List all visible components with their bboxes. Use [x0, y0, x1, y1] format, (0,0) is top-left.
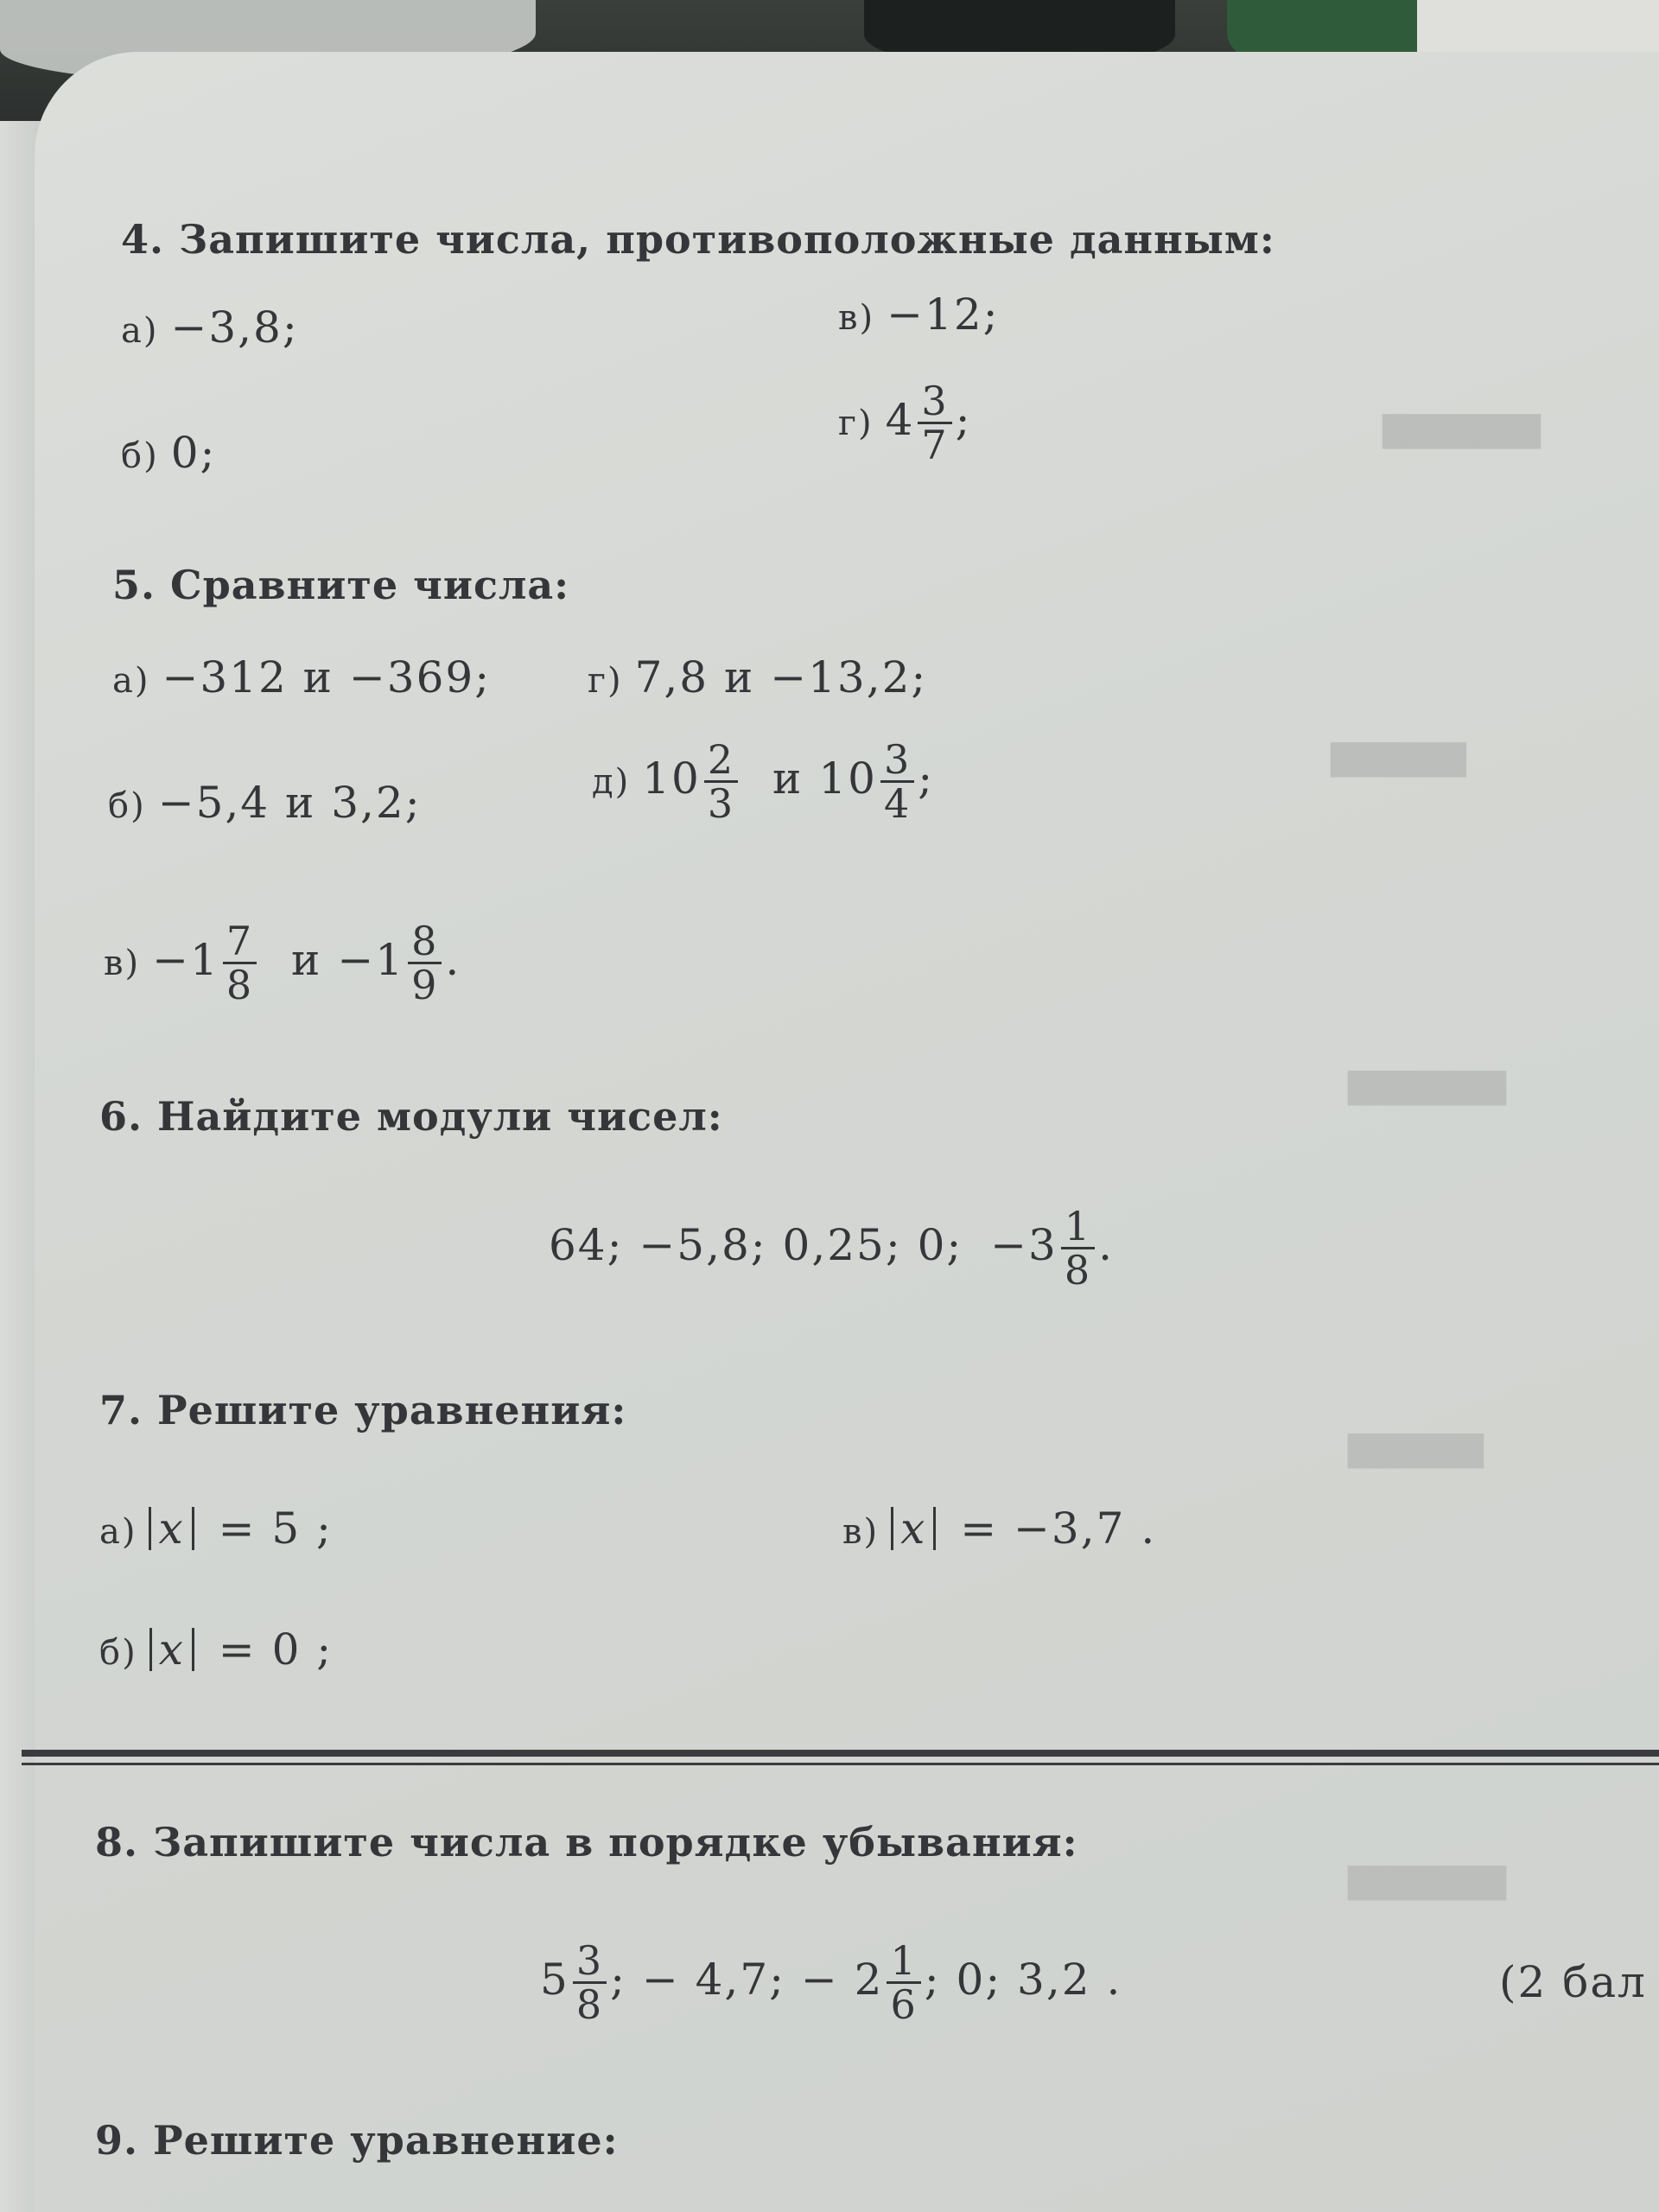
bleed-through: ███████ — [1382, 415, 1541, 449]
item-label: б) — [108, 786, 146, 826]
bleed-through: ██████ — [1331, 743, 1466, 778]
item-label: а) — [121, 311, 159, 351]
item-tail: . — [1098, 1219, 1115, 1270]
equation-rhs: = 5 ; — [218, 1503, 333, 1554]
fraction-numerator: 2 — [704, 739, 738, 783]
task-8-points: (2 бал — [1499, 1957, 1647, 2007]
fraction-denominator: 7 — [921, 422, 949, 469]
mixed-whole: 4 — [885, 394, 915, 445]
fraction-numerator: 3 — [880, 739, 914, 783]
mixed-whole: 5 — [540, 1954, 569, 2005]
task-8-numbers — [540, 1937, 1122, 2029]
item-tail: ; — [918, 753, 935, 804]
fraction-numerator: 8 — [408, 920, 442, 964]
item-label: г) — [588, 661, 623, 701]
task-7-a — [99, 1503, 333, 1554]
item-label: в) — [104, 943, 141, 983]
item-value: 7,8 и −13,2; — [634, 652, 928, 702]
conjunction: и — [291, 934, 322, 985]
task-5-b — [108, 778, 422, 828]
task-5-v — [104, 920, 461, 1007]
bleed-through: ███████ — [1348, 1071, 1507, 1106]
fraction-denominator: 6 — [890, 1981, 918, 2029]
item-value: 0; — [170, 428, 217, 478]
equation-rhs: = 0 ; — [218, 1624, 334, 1675]
task-4-heading: 4. Запишите числа, противоположные данным: — [121, 216, 1275, 263]
fraction-denominator: 8 — [226, 962, 254, 1009]
fraction — [704, 736, 738, 828]
fraction — [1061, 1205, 1095, 1292]
item-label: б) — [121, 436, 159, 476]
absolute-value: x — [149, 1507, 194, 1550]
fraction-numerator: 3 — [573, 1940, 607, 1984]
absolute-value: x — [891, 1507, 936, 1550]
item-label: в) — [838, 298, 875, 338]
fraction-numerator: 1 — [1061, 1205, 1095, 1249]
fraction — [408, 920, 442, 1007]
item-label: а) — [99, 1512, 137, 1552]
task-5-d — [592, 736, 935, 828]
item-value: −12; — [887, 289, 1000, 340]
equation-rhs: = −3,7 . — [960, 1503, 1157, 1554]
fraction-numerator: 7 — [223, 920, 257, 964]
item-label: д) — [592, 761, 631, 802]
fraction-numerator: 1 — [887, 1940, 920, 1984]
task-5-g — [588, 652, 927, 702]
bleed-through: ██████ — [1348, 1434, 1484, 1469]
mixed-whole: −3 — [990, 1219, 1058, 1270]
mixed-whole: −1 — [337, 934, 405, 985]
fraction-denominator: 3 — [707, 780, 735, 828]
item-value: −5,4 и 3,2; — [157, 778, 422, 828]
fraction — [880, 736, 914, 828]
task-4-v — [838, 289, 1000, 340]
task-6-numbers — [549, 1205, 1114, 1292]
task-5-a — [112, 652, 491, 702]
task-4-a — [121, 302, 299, 353]
section-divider — [22, 1750, 1659, 1757]
item-tail: ; — [955, 394, 972, 445]
item-tail: . — [445, 934, 461, 985]
number-list: 64; −5,8; 0,25; 0; — [549, 1219, 963, 1270]
task-7-b — [99, 1624, 333, 1675]
fraction-numerator: 3 — [918, 380, 951, 424]
fraction-denominator: 9 — [411, 962, 439, 1009]
mixed-whole: −1 — [152, 934, 219, 985]
task-8-heading: 8. Запишите числа в порядке убывания: — [95, 1819, 1078, 1866]
task-4-b — [121, 428, 216, 478]
fraction — [573, 1937, 607, 2029]
fraction-denominator: 8 — [575, 1981, 604, 2029]
item-label: б) — [99, 1633, 137, 1673]
number-list: ; − 4,7; − 2 — [610, 1954, 884, 2005]
task-4-g — [838, 380, 972, 467]
fraction — [223, 920, 257, 1007]
item-label: в) — [842, 1512, 880, 1552]
number-list-tail: ; 0; 3,2 . — [924, 1954, 1122, 2005]
item-value: −3,8; — [170, 302, 299, 353]
fraction — [918, 380, 951, 467]
item-label: г) — [838, 403, 874, 443]
absolute-value: x — [149, 1628, 194, 1671]
item-label: а) — [112, 661, 150, 701]
item-value: −312 и −369; — [162, 652, 492, 702]
fraction-denominator: 4 — [884, 780, 912, 828]
mixed-whole: 10 — [818, 753, 877, 804]
mixed-whole: 10 — [642, 753, 701, 804]
fraction-denominator: 8 — [1064, 1247, 1092, 1294]
fraction — [887, 1937, 920, 2029]
task-6-heading: 6. Найдите модули чисел: — [99, 1093, 723, 1140]
task-5-heading: 5. Сравните числа: — [112, 562, 570, 608]
task-7-heading: 7. Решите уравнения: — [99, 1387, 627, 1433]
task-9-heading: 9. Решите уравнение: — [95, 2117, 619, 2164]
conjunction: и — [772, 753, 804, 804]
task-7-v — [842, 1503, 1156, 1554]
section-divider — [22, 1763, 1659, 1765]
bleed-through: ███████ — [1348, 1866, 1507, 1901]
